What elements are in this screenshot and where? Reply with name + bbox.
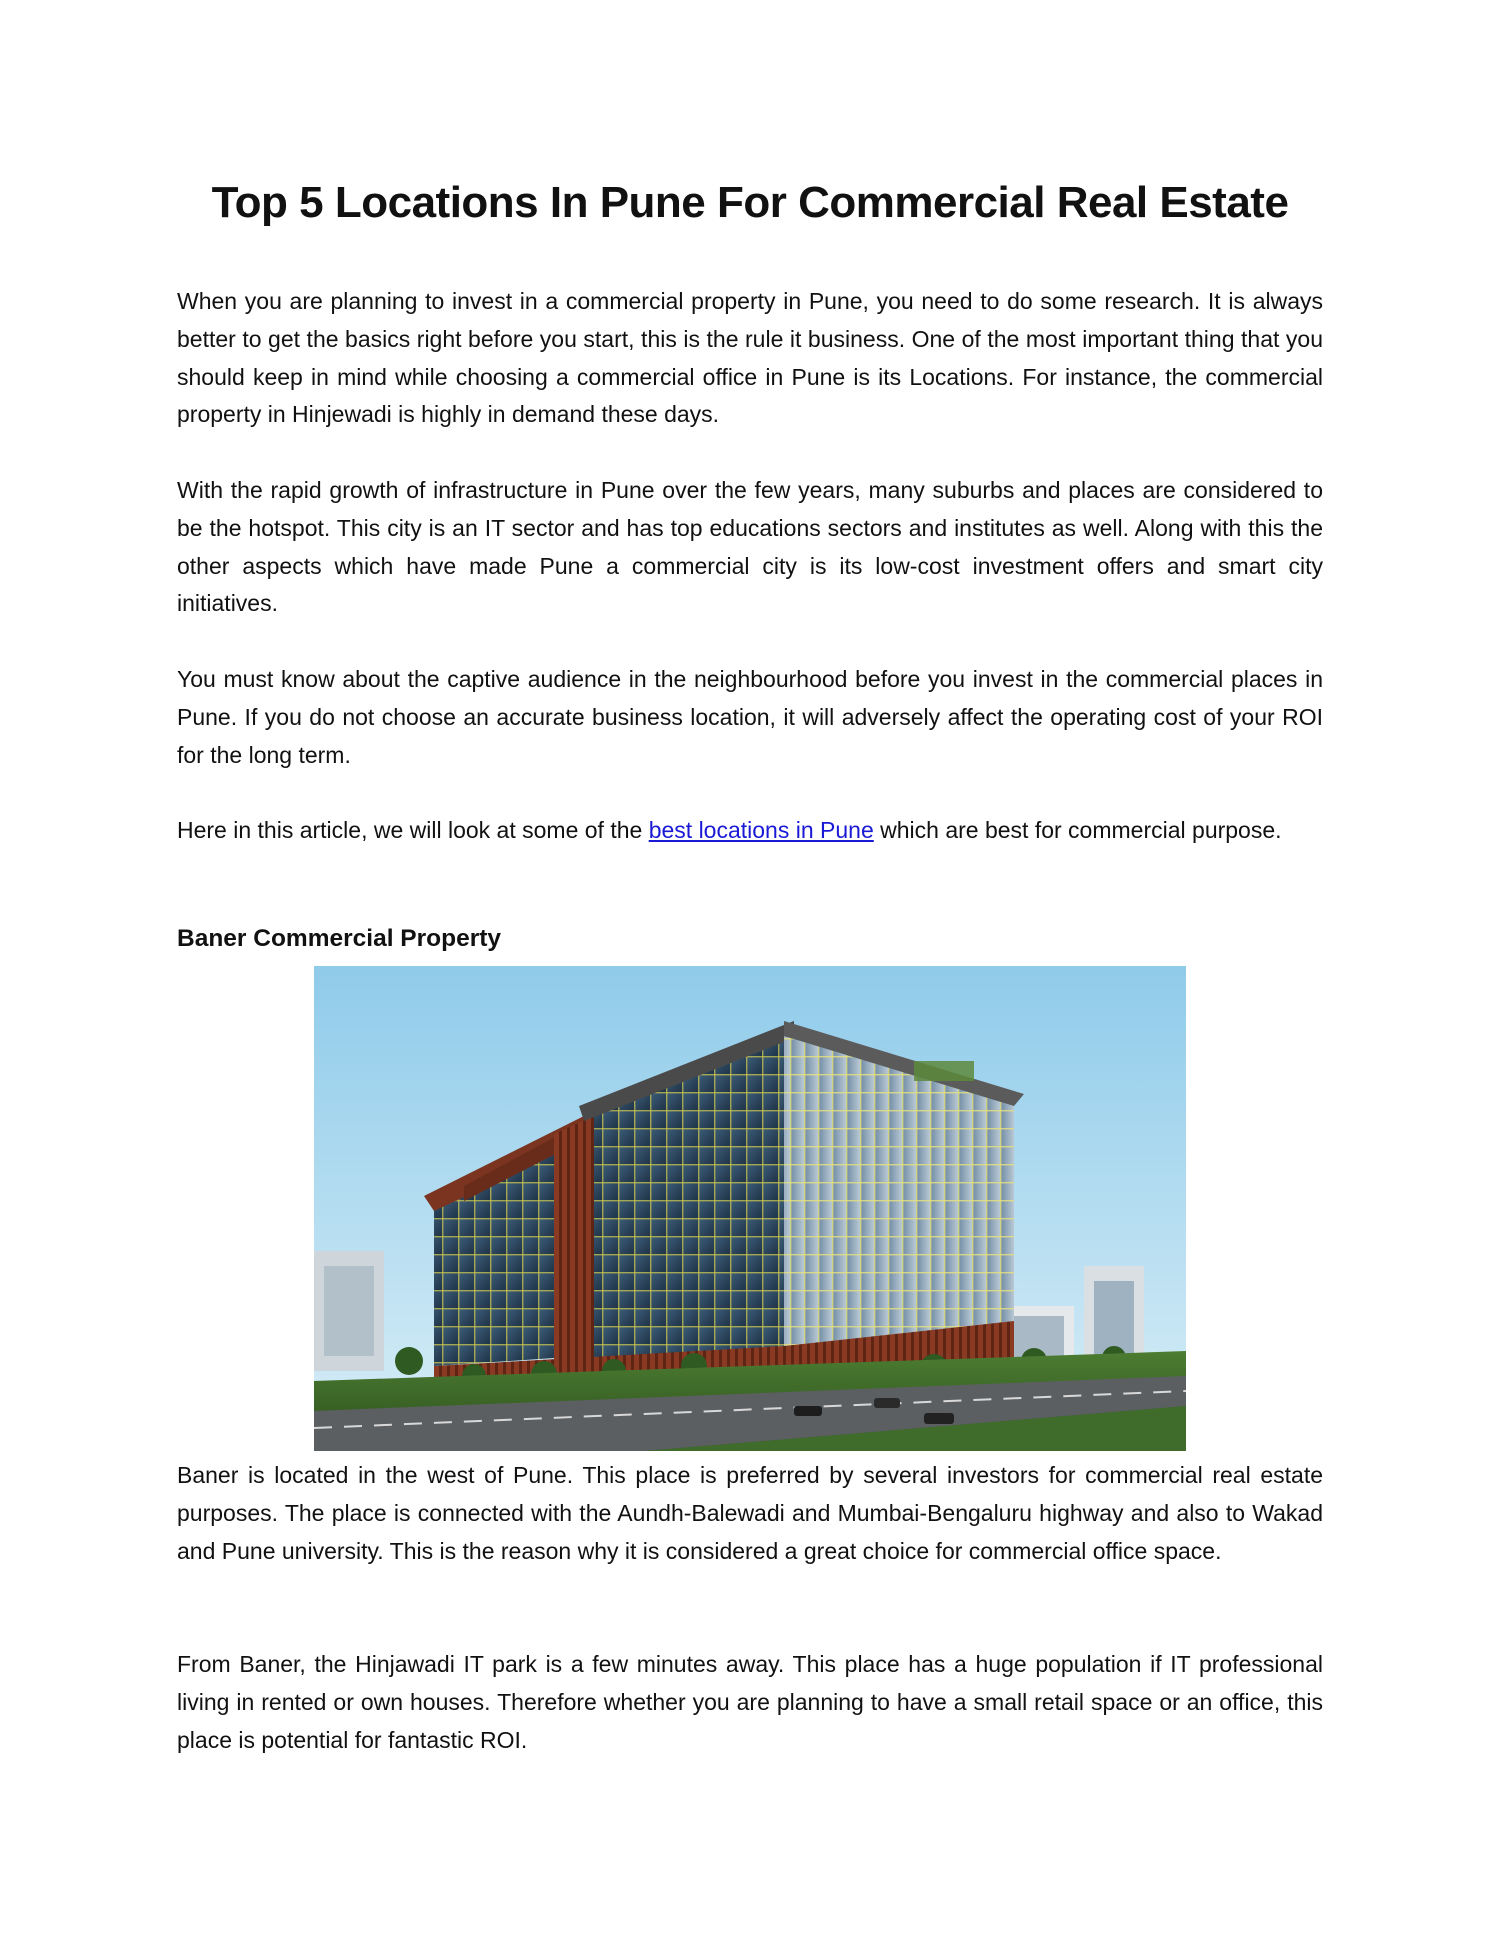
paragraph-baner-roi: From Baner, the Hinjawadi IT park is a few minutes away. This place has a huge population if IT professional living in rented or own houses. Therefore whether you are planning to have a small retail space or an office, this place is potential for fantastic ROI. <box>177 1651 1323 1753</box>
paragraph-article-intro <box>177 812 1323 850</box>
baner-building-image <box>314 966 1186 1451</box>
paragraph-article-intro-lead: Here in this article, we will look at some of the <box>177 817 649 843</box>
paragraph-baner-location: Baner is located in the west of Pune. This place is preferred by several investors for commercial real estate purposes. The place is connected with the Aundh-Balewadi and Mumbai-Bengaluru highway and also to Wakad and Pune university. This is the reason why it is considered a great choice for commercial office space. <box>177 1462 1323 1564</box>
best-locations-link[interactable]: best locations in Pune <box>648 817 874 843</box>
section-heading-baner: Baner Commercial Property <box>177 925 502 952</box>
paragraph-intro: When you are planning to invest in a commercial property in Pune, you need to do some research. It is always better to get the basics right before you start, this is the rule it business. One of the most important thing that you should keep in mind while choosing a commercial office in Pune is its Locations. For instance, the commercial property in Hinjewadi is highly in demand these days. <box>177 288 1323 428</box>
page-title: Top 5 Locations In Pune For Commercial Real Estate <box>211 178 1289 227</box>
paragraph-article-intro-tail: which are best for commercial purpose. <box>873 817 1282 843</box>
paragraph-infrastructure: With the rapid growth of infrastructure in Pune over the few years, many suburbs and places are considered to be the hotspot. This city is an IT sector and has top educations sectors and institutes as well. Along with this the other aspects which have made Pune a commercial city is its low-cost investment offers and smart city initiatives. <box>177 477 1323 617</box>
paragraph-captive-audience: You must know about the captive audience in the neighbourhood before you invest in the commercial places in Pune. If you do not choose an accurate business location, it will adversely affect the operating cost of your ROI for the long term. <box>177 666 1323 768</box>
